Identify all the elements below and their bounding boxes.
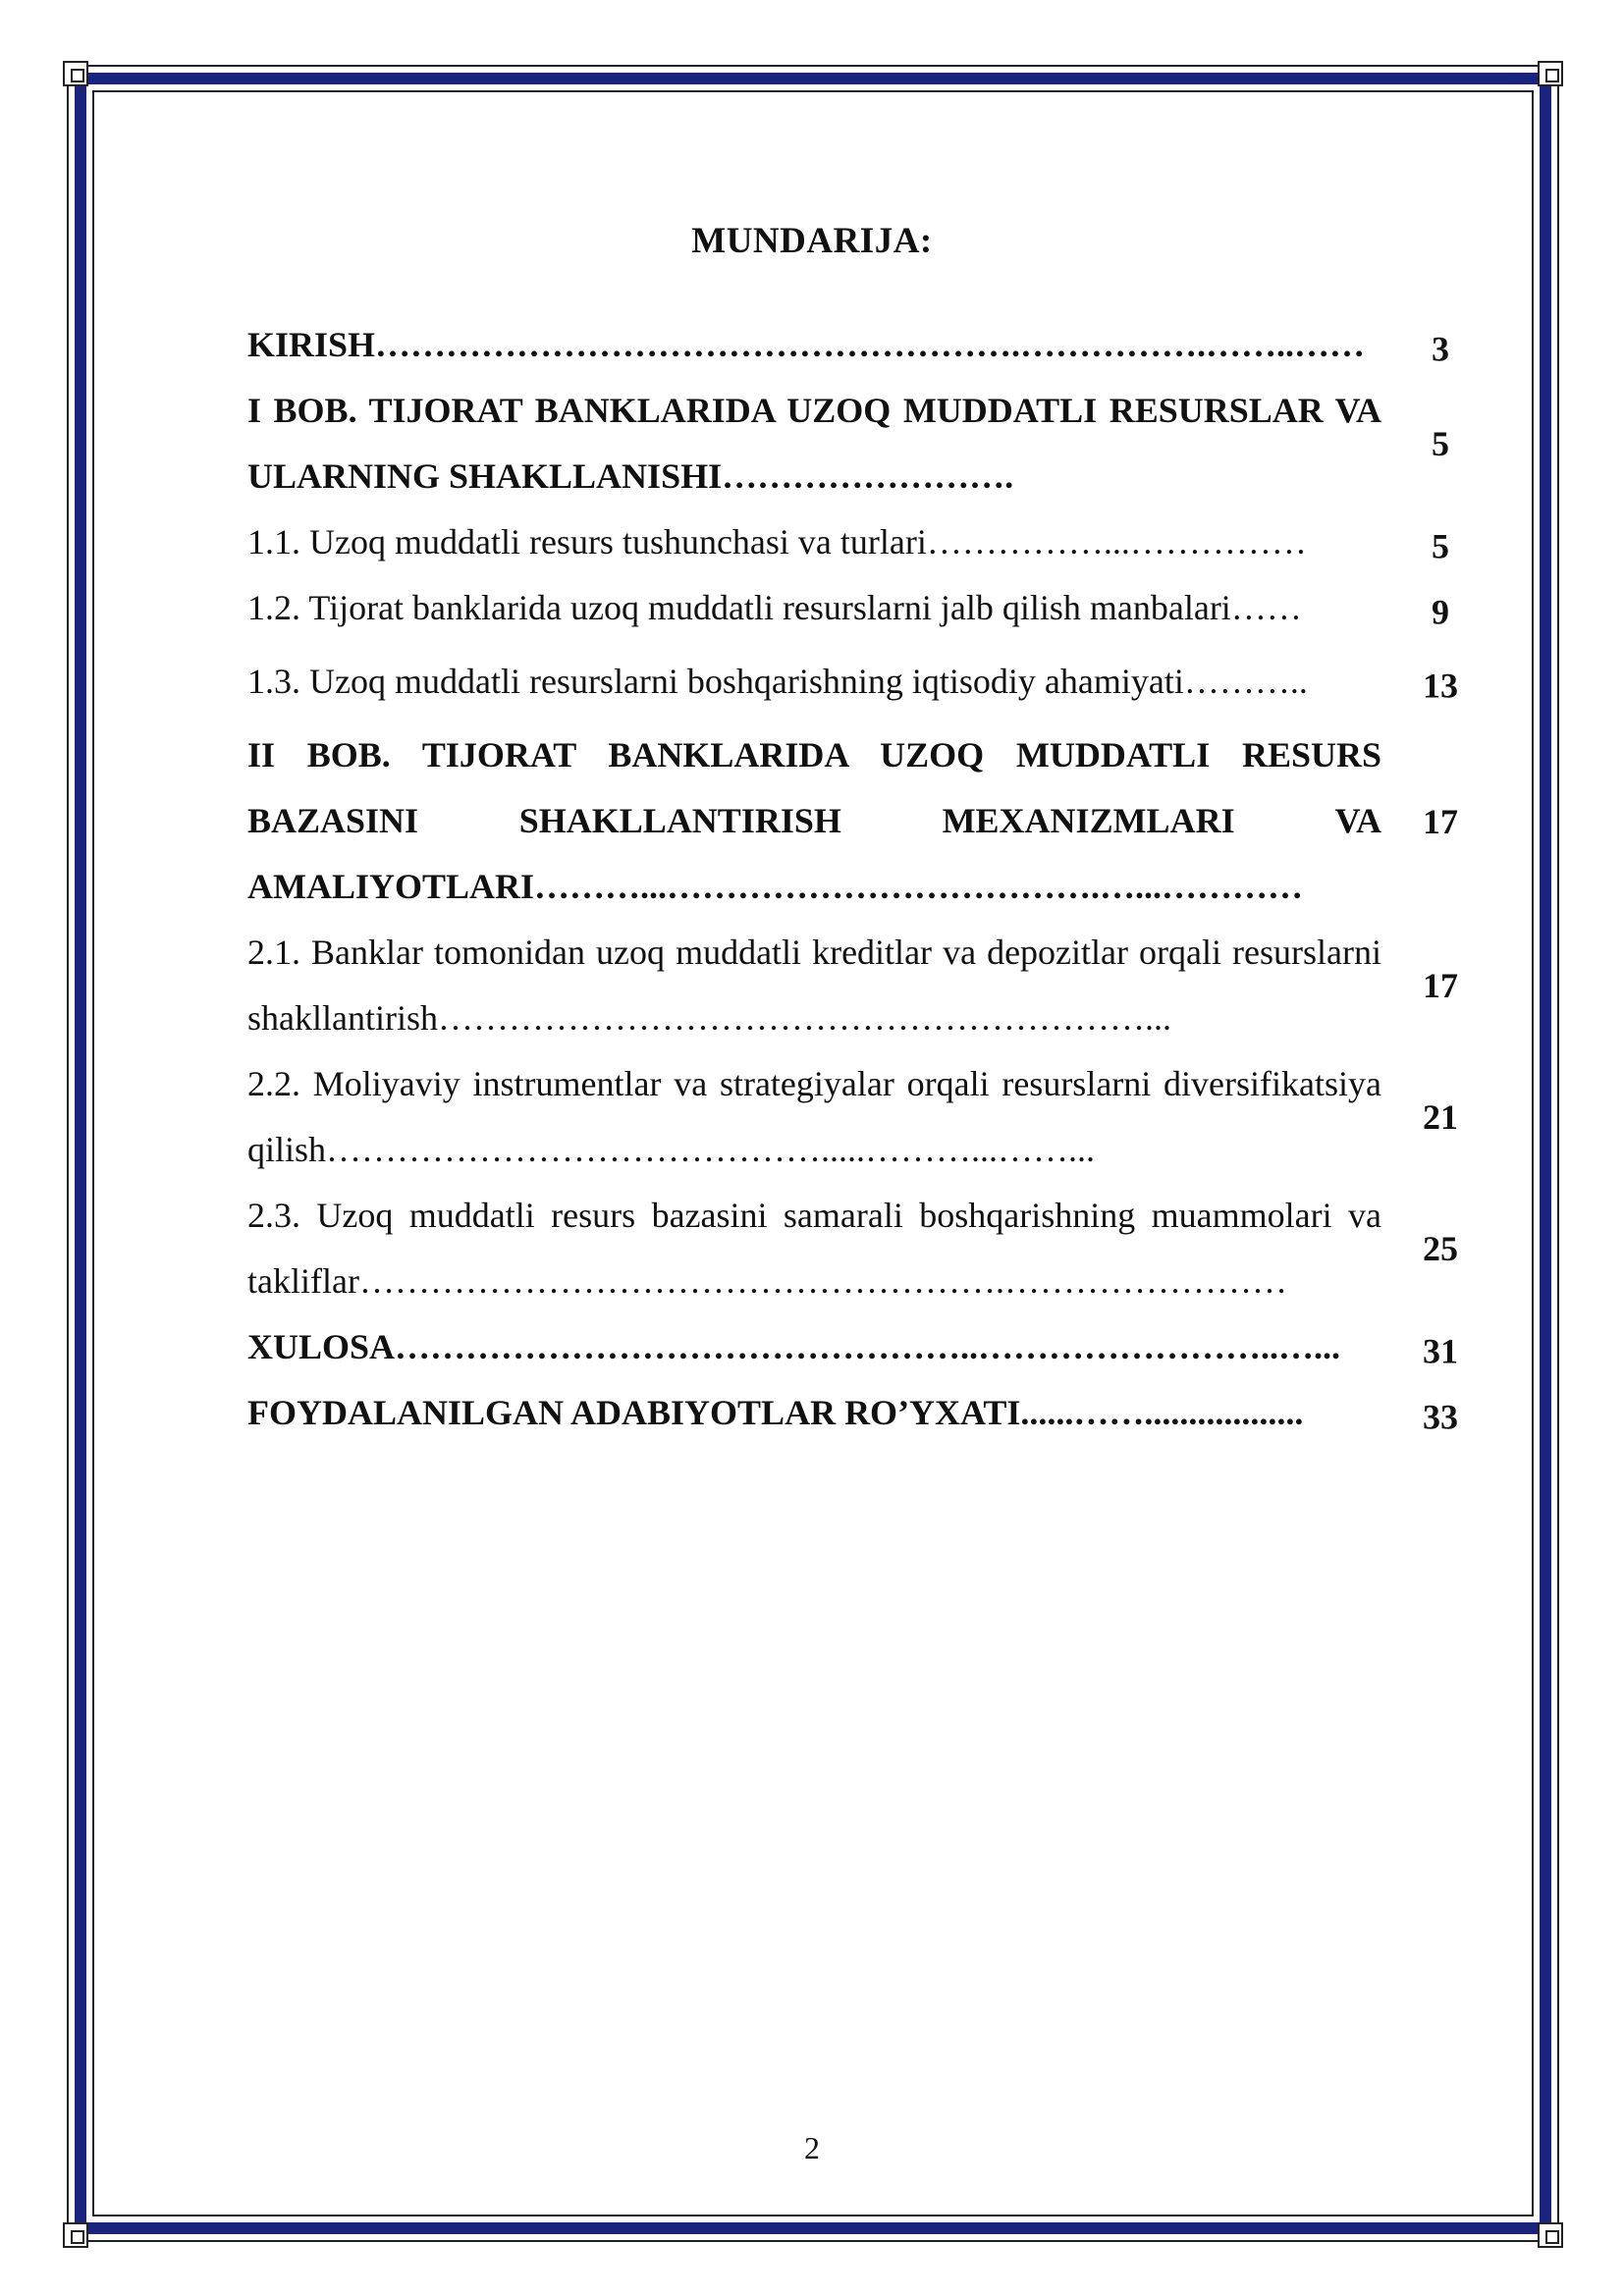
corner-ornament-bottom-right: [1538, 2222, 1563, 2248]
toc-entry-page: 5: [1432, 525, 1449, 565]
toc-entry-text: II BOB. TIJORAT BANKLARIDA UZOQ MUDDATLI RESURS BAZASINI SHAKLLANTIRISH MEXANIZMLARI VA AMALIYOTLARI………...……………………………….…...…………: [247, 735, 1381, 906]
toc-entry-text: I BOB. TIJORAT BANKLARIDA UZOQ MUDDATLI RESURSLAR VA ULARNING SHAKLLANISHI…………………….: [247, 391, 1381, 496]
toc-entry-section-1-2[interactable]: [247, 575, 1475, 641]
corner-ornament-top-left: [63, 61, 88, 86]
toc-entry-page: 17: [1423, 966, 1458, 1005]
toc-entry-page: 9: [1432, 591, 1449, 631]
page-title: MUNDARIJA:: [691, 221, 933, 261]
corner-ornament-bottom-left: [63, 2222, 88, 2248]
toc-entry-page: 21: [1423, 1097, 1458, 1137]
toc-entry-section-2-3[interactable]: [247, 1183, 1475, 1314]
page-number: 2: [804, 2130, 820, 2165]
toc-entry-text: 1.3. Uzoq muddatli resurslarni boshqarishning iqtisodiy ahamiyati………..: [247, 662, 1308, 701]
toc-entry-text: 2.1. Banklar tomonidan uzoq muddatli kreditlar va depozitlar orqali resurslarni shakllantirish……………………………………………………...: [247, 933, 1381, 1038]
toc-entry-page: 13: [1423, 665, 1458, 705]
toc-entry-text: KIRISH……………………………………………….…………….……..……: [247, 325, 1366, 364]
toc-entry-page: 25: [1423, 1229, 1458, 1268]
toc-entry-section-1-1[interactable]: [247, 509, 1475, 575]
toc-entry-text: 2.3. Uzoq muddatli resurs bazasini samarali boshqarishning muammolari va takliflar……………………………………………….……………………: [247, 1196, 1381, 1301]
toc-entry-section-1-3[interactable]: [247, 649, 1475, 715]
toc-entry-text: 1.1. Uzoq muddatli resurs tushunchasi va turlari……………...……………: [247, 522, 1307, 561]
toc-entry-page: 31: [1423, 1330, 1458, 1370]
toc-entry-text: 1.2. Tijorat banklarida uzoq muddatli resurslarni jalb qilish manbalari……: [247, 588, 1302, 627]
toc-entry-chapter-2[interactable]: [247, 722, 1475, 920]
toc-entry-page: 33: [1423, 1396, 1458, 1436]
toc-entry-text: XULOSA…………………………………………..……………………..…...: [247, 1327, 1341, 1366]
toc-entry-page: 17: [1423, 801, 1458, 841]
toc-entry-chapter-1[interactable]: [247, 378, 1475, 509]
toc-entry-xulosa[interactable]: [247, 1314, 1475, 1380]
toc-entry-text: FOYDALANILGAN ADABIYOTLAR RO’YXATI......……..................: [247, 1393, 1304, 1432]
toc-entry-text: 2.2. Moliyaviy instrumentlar va strategiyalar orqali resurslarni diversifikatsiya qilish…………………………………….....………...……...: [247, 1064, 1381, 1169]
toc-entry-kirish[interactable]: [247, 312, 1475, 378]
toc-entry-section-2-1[interactable]: [247, 920, 1475, 1051]
toc-entry-page: 5: [1432, 424, 1449, 463]
toc-entry-section-2-2[interactable]: [247, 1051, 1475, 1183]
toc-entry-page: 3: [1432, 328, 1449, 368]
corner-ornament-top-right: [1538, 61, 1563, 86]
toc-entry-bibliography[interactable]: [247, 1380, 1475, 1446]
table-of-contents: [247, 312, 1475, 1446]
